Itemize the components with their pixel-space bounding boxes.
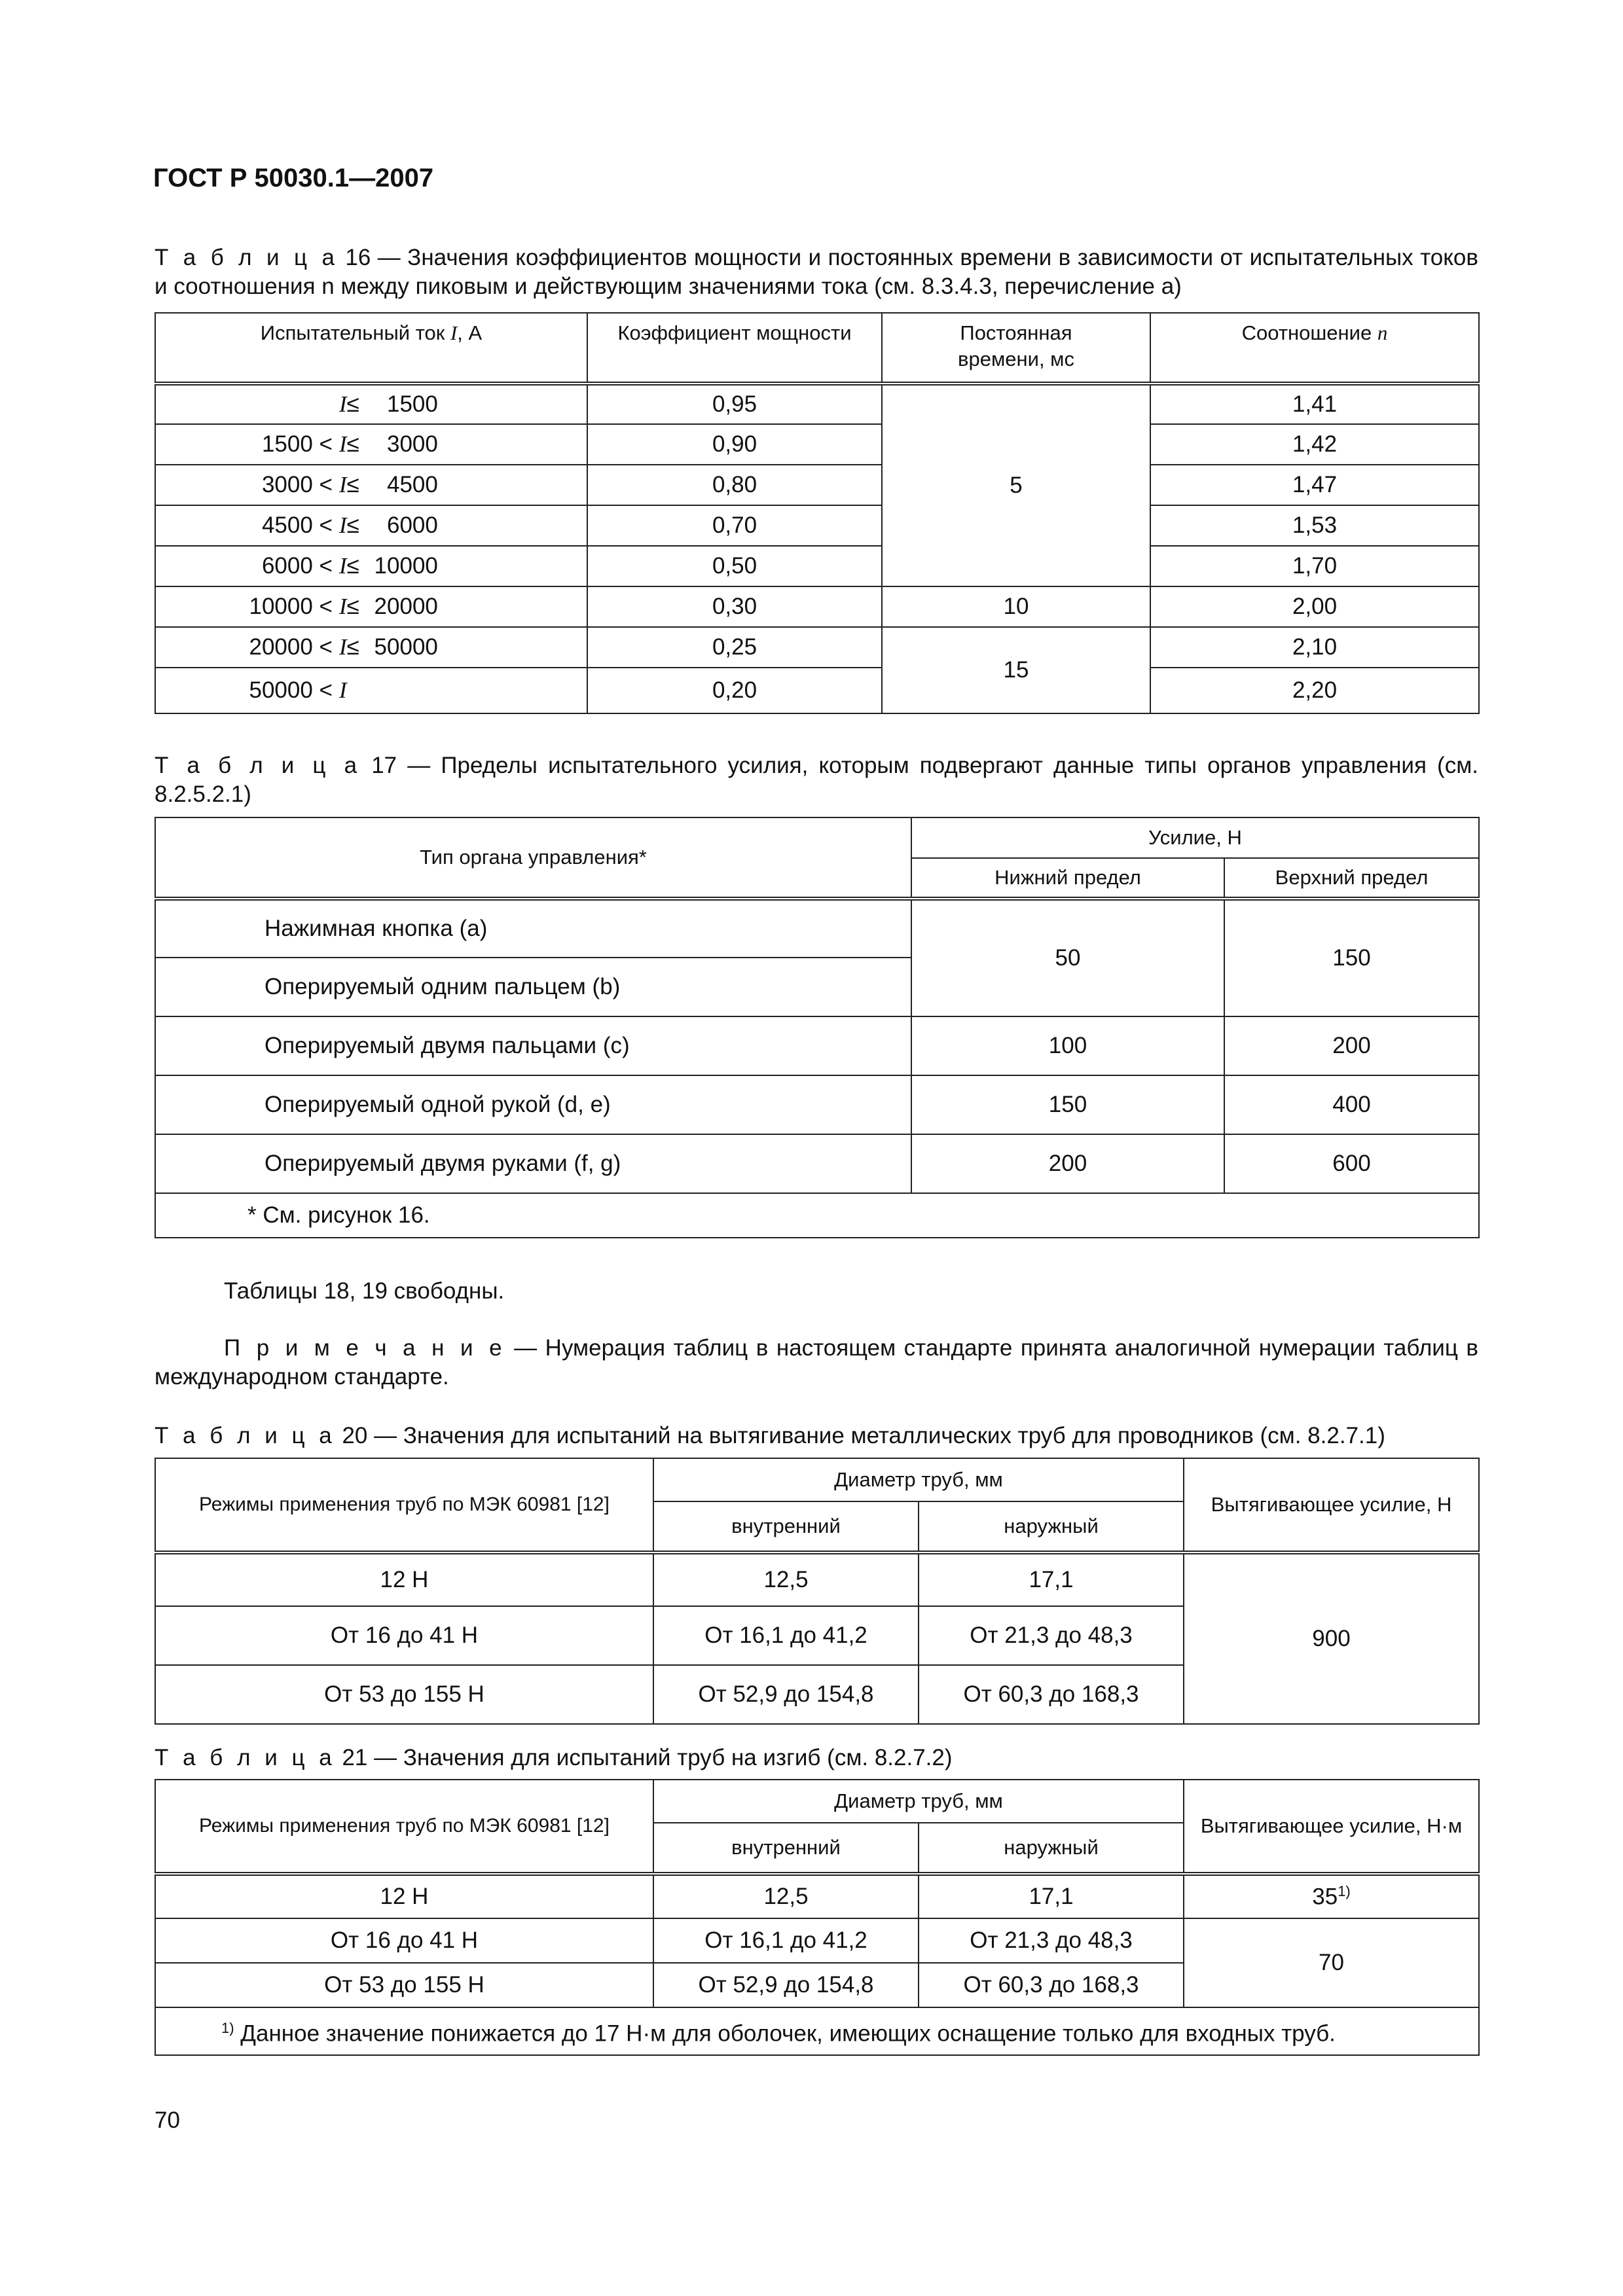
t21-mode: От 53 до 155 Н	[155, 1963, 653, 2007]
t16-header-ratio: Соотношение n	[1150, 313, 1479, 384]
t20-mode: От 53 до 155 Н	[155, 1665, 653, 1724]
note-label: П р и м е ч а н и е	[224, 1335, 506, 1361]
t17-upper-limit: 400	[1224, 1075, 1479, 1134]
t16-ratio: 1,42	[1150, 424, 1479, 465]
t16-power-factor: 0,20	[587, 668, 882, 713]
table-21	[155, 1779, 1480, 2056]
t16-current	[155, 668, 587, 713]
t16-current	[155, 424, 587, 465]
t17-upper-limit: 150	[1224, 899, 1479, 1016]
free-tables-text: Таблицы 18, 19 свободны.	[224, 1278, 505, 1304]
t16-row	[155, 627, 1479, 668]
t17-control-type: Оперируемый двумя руками (f, g)	[155, 1134, 911, 1193]
table-20	[155, 1458, 1480, 1725]
t20-mode: 12 H	[155, 1552, 653, 1606]
t17-header-upper: Верхний предел	[1224, 858, 1479, 899]
note	[155, 1334, 1478, 1391]
t16-op: ≤	[346, 512, 359, 538]
t16-ratio: 1,47	[1150, 465, 1479, 505]
t20-header-outer: наружный	[919, 1501, 1184, 1552]
t16-ratio: 1,41	[1150, 384, 1479, 424]
t16-var: I	[339, 472, 347, 497]
t16-high: 4500	[387, 472, 438, 497]
t16-low: 1500 <	[261, 431, 333, 457]
t21-inner-diameter: От 16,1 до 41,2	[653, 1918, 919, 1963]
t16-var: I	[339, 677, 347, 703]
t20-header-mode: Режимы применения труб по МЭК 60981 [12]	[155, 1458, 653, 1552]
t16-current	[155, 465, 587, 505]
t16-high: 50000	[374, 634, 438, 660]
t21-force-value: 35	[1312, 1884, 1338, 1910]
t16-low: 50000 <	[249, 677, 333, 703]
t16-low: 6000 <	[261, 553, 333, 579]
t17-header-force: Усилие, Н	[911, 817, 1479, 858]
t20-inner-diameter: От 16,1 до 41,2	[653, 1606, 919, 1665]
t16-high: 20000	[374, 594, 438, 619]
table-16	[155, 312, 1480, 714]
table-label: Т а б л и ц а	[155, 1423, 336, 1448]
t21-outer-diameter: 17,1	[919, 1874, 1184, 1918]
t16-time-constant: 15	[882, 627, 1150, 713]
t16-var: I	[339, 512, 347, 538]
t16-power-factor: 0,95	[587, 384, 882, 424]
t16-time-constant: 5	[882, 384, 1150, 586]
t21-force	[1184, 1874, 1479, 1918]
t16-row	[155, 505, 1479, 546]
t17-header-lower: Нижний предел	[911, 858, 1224, 899]
t21-header-outer: наружный	[919, 1823, 1184, 1874]
t16-low: 3000 <	[261, 472, 333, 497]
t16-ratio: 2,00	[1150, 586, 1479, 627]
t17-lower-limit: 100	[911, 1016, 1224, 1075]
t16-power-factor: 0,90	[587, 424, 882, 465]
table-20-caption	[155, 1422, 1478, 1450]
t16-var: I	[339, 634, 347, 660]
note-text: — Нумерация таблиц в настоящем стандарте принята аналогичной нумерации таблиц в международном стандарте.	[155, 1335, 1479, 1390]
t16-low: 10000 <	[249, 594, 333, 619]
t20-header-force: Вытягивающее усилие, Н	[1184, 1458, 1479, 1552]
t21-mode: От 16 до 41 Н	[155, 1918, 653, 1963]
table-21-caption	[155, 1744, 1478, 1772]
t16-low: 4500 <	[261, 512, 333, 538]
t21-row	[155, 1874, 1479, 1918]
t16-power-factor: 0,25	[587, 627, 882, 668]
t16-high: 3000	[387, 431, 438, 457]
t16-header-power: Коэффициент мощности	[587, 313, 882, 384]
t16-power-factor: 0,30	[587, 586, 882, 627]
t17-control-type: Оперируемый одной рукой (d, e)	[155, 1075, 911, 1134]
t16-ratio: 1,53	[1150, 505, 1479, 546]
t21-inner-diameter: 12,5	[653, 1874, 919, 1918]
table-21-caption-text: 21 — Значения для испытаний труб на изгиб (см. 8.2.7.2)	[342, 1745, 953, 1770]
t21-header-force: Вытягивающее усилие, Н·м	[1184, 1780, 1479, 1874]
t16-low: 20000 <	[249, 634, 333, 660]
t16-power-factor: 0,50	[587, 546, 882, 586]
table-label: Т а б л и ц а	[155, 245, 338, 270]
t16-op: ≤	[346, 472, 359, 497]
t20-row	[155, 1552, 1479, 1606]
t16-var: I	[339, 594, 347, 619]
t16-high: 6000	[387, 512, 438, 538]
t16-op: ≤	[346, 431, 359, 457]
t21-footnote: $^{1)}$ Данное значение понижается до 17 Н·м для оболочек, имеющих оснащение только для входных труб.	[155, 2007, 1479, 2055]
t16-high: 10000	[374, 553, 438, 579]
t21-header-diameter: Диаметр труб, мм	[653, 1780, 1184, 1823]
t21-outer-diameter: От 21,3 до 48,3	[919, 1918, 1184, 1963]
t20-header-diameter: Диаметр труб, мм	[653, 1458, 1184, 1501]
t20-header-inner: внутренний	[653, 1501, 919, 1552]
t17-lower-limit: 200	[911, 1134, 1224, 1193]
document-header: ГОСТ Р 50030.1—2007	[153, 164, 434, 192]
t16-var: I	[339, 553, 347, 579]
t17-footnote: * См. рисунок 16.	[155, 1193, 1479, 1238]
table-17-caption	[155, 751, 1478, 809]
t17-upper-limit: 600	[1224, 1134, 1479, 1193]
t16-var: I	[339, 431, 347, 457]
t16-op: ≤	[346, 553, 359, 579]
t16-current	[155, 505, 587, 546]
t16-op: ≤	[346, 634, 359, 660]
t16-current	[155, 586, 587, 627]
t21-inner-diameter: От 52,9 до 154,8	[653, 1963, 919, 2007]
t17-header-type: Тип органа управления*	[155, 817, 911, 899]
table-17	[155, 817, 1480, 1238]
t17-row	[155, 1075, 1479, 1134]
t16-current	[155, 546, 587, 586]
t16-current	[155, 384, 587, 424]
t20-force: 900	[1184, 1552, 1479, 1724]
t20-outer-diameter: От 60,3 до 168,3	[919, 1665, 1184, 1724]
t16-row	[155, 586, 1479, 627]
t21-force: 70	[1184, 1918, 1479, 2007]
t17-upper-limit: 200	[1224, 1016, 1479, 1075]
t20-mode: От 16 до 41 Н	[155, 1606, 653, 1665]
t16-row	[155, 384, 1479, 424]
t16-row	[155, 546, 1479, 586]
t20-outer-diameter: От 21,3 до 48,3	[919, 1606, 1184, 1665]
t20-inner-diameter: 12,5	[653, 1552, 919, 1606]
t17-control-type: Оперируемый двумя пальцами (c)	[155, 1016, 911, 1075]
t16-ratio: 2,10	[1150, 627, 1479, 668]
t21-header-mode: Режимы применения труб по МЭК 60981 [12]	[155, 1780, 653, 1874]
t16-ratio: 1,70	[1150, 546, 1479, 586]
t21-footnote-ref: 1)	[1338, 1883, 1351, 1900]
table-label: Т а б л и ц а	[155, 1745, 336, 1770]
t17-lower-limit: 50	[911, 899, 1224, 1016]
t16-high: 1500	[387, 391, 438, 417]
table-16-caption-text: 16 — Значения коэффициентов мощности и постоянных времени в зависимости от испытательных токов и соотношения n между пиковым и действующим значениями тока (см. 8.3.4.3, перечисление а)	[155, 245, 1478, 299]
t20-inner-diameter: От 52,9 до 154,8	[653, 1665, 919, 1724]
t21-row	[155, 1918, 1479, 1963]
t16-row	[155, 668, 1479, 713]
table-label: Т а б л и ц а	[155, 753, 361, 778]
t16-current	[155, 627, 587, 668]
t21-mode: 12 H	[155, 1874, 653, 1918]
t17-control-type: Нажимная кнопка (a)	[155, 899, 911, 958]
t17-row	[155, 1134, 1479, 1193]
t16-op: ≤	[346, 594, 359, 619]
t21-header-inner: внутренний	[653, 1823, 919, 1874]
t20-outer-diameter: 17,1	[919, 1552, 1184, 1606]
t16-op: ≤	[346, 391, 359, 417]
t17-row	[155, 1016, 1479, 1075]
t16-ratio: 2,20	[1150, 668, 1479, 713]
t16-power-factor: 0,80	[587, 465, 882, 505]
t16-row	[155, 424, 1479, 465]
t17-control-type: Оперируемый одним пальцем (b)	[155, 958, 911, 1016]
page-number: 70	[155, 2108, 180, 2133]
table-17-caption-text: 17 — Пределы испытательного усилия, которым подвергают данные типы органов управления (см. 8.2.5.2.1)	[155, 753, 1478, 807]
t16-time-constant: 10	[882, 586, 1150, 627]
t17-lower-limit: 150	[911, 1075, 1224, 1134]
t17-row	[155, 899, 1479, 958]
t16-var: I	[339, 391, 347, 417]
t16-row	[155, 465, 1479, 505]
table-16-caption	[155, 243, 1478, 301]
table-20-caption-text: 20 — Значения для испытаний на вытягивание металлических труб для проводников (см. 8.2.7.1)	[342, 1423, 1385, 1448]
t16-header-current: Испытательный ток I, А	[155, 313, 587, 384]
t16-header-time: Постоянная времени, мс	[882, 313, 1150, 384]
t16-power-factor: 0,70	[587, 505, 882, 546]
t21-outer-diameter: От 60,3 до 168,3	[919, 1963, 1184, 2007]
